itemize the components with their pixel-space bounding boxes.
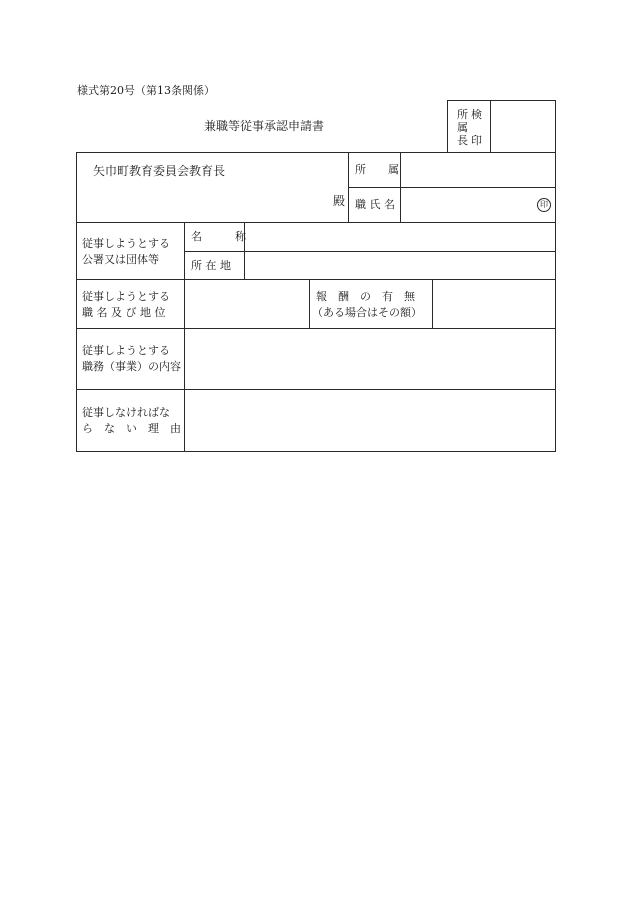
reason-label-line2: ら な い 理 由 bbox=[82, 422, 181, 435]
stamp-label-1: 所 bbox=[457, 108, 468, 121]
addressee: 矢巾町教育委員会教育長 bbox=[93, 164, 226, 178]
organization-name-field[interactable] bbox=[245, 223, 555, 251]
organization-address-label: 所 在 地 bbox=[191, 259, 231, 272]
stamp-label-2: 属 bbox=[457, 121, 468, 134]
stamp-label-3: 長 bbox=[457, 134, 468, 147]
pay-amount-field[interactable] bbox=[433, 280, 555, 328]
reason-label-line1: 従事しなければな bbox=[82, 406, 170, 419]
pay-label-line1: 報 酬 の 有 無 bbox=[316, 290, 415, 303]
position-label-line2: 職 名 及 び 地 位 bbox=[82, 306, 166, 319]
stamp-label-4: 検 bbox=[471, 108, 482, 121]
position-label-line1: 従事しようとする bbox=[82, 290, 170, 303]
name-label: 職 氏 名 bbox=[355, 198, 395, 211]
document-title: 兼職等従事承認申請書 bbox=[204, 119, 325, 133]
seal-mark-icon: 印 bbox=[537, 198, 551, 212]
duties-field[interactable] bbox=[185, 329, 555, 389]
reason-field[interactable] bbox=[185, 390, 555, 451]
applicant-name-field[interactable] bbox=[401, 188, 533, 222]
organization-name-label: 名 称 bbox=[191, 230, 246, 243]
stamp-label-5: 印 bbox=[471, 134, 482, 147]
organization-label-line2: 公署又は団体等 bbox=[82, 253, 159, 266]
form-number: 様式第20号（第13条関係） bbox=[77, 84, 215, 97]
affiliation-field[interactable] bbox=[401, 153, 555, 187]
duties-label-line1: 従事しようとする bbox=[82, 344, 170, 357]
position-field[interactable] bbox=[185, 280, 309, 328]
affiliation-label: 所 属 bbox=[355, 163, 399, 176]
pay-label-line2: （ある場合はその額） bbox=[312, 306, 422, 319]
organization-address-field[interactable] bbox=[245, 252, 555, 279]
organization-label-line1: 従事しようとする bbox=[82, 237, 170, 250]
honorific: 殿 bbox=[333, 194, 346, 208]
duties-label-line2: 職務（事業）の内容 bbox=[82, 360, 181, 373]
